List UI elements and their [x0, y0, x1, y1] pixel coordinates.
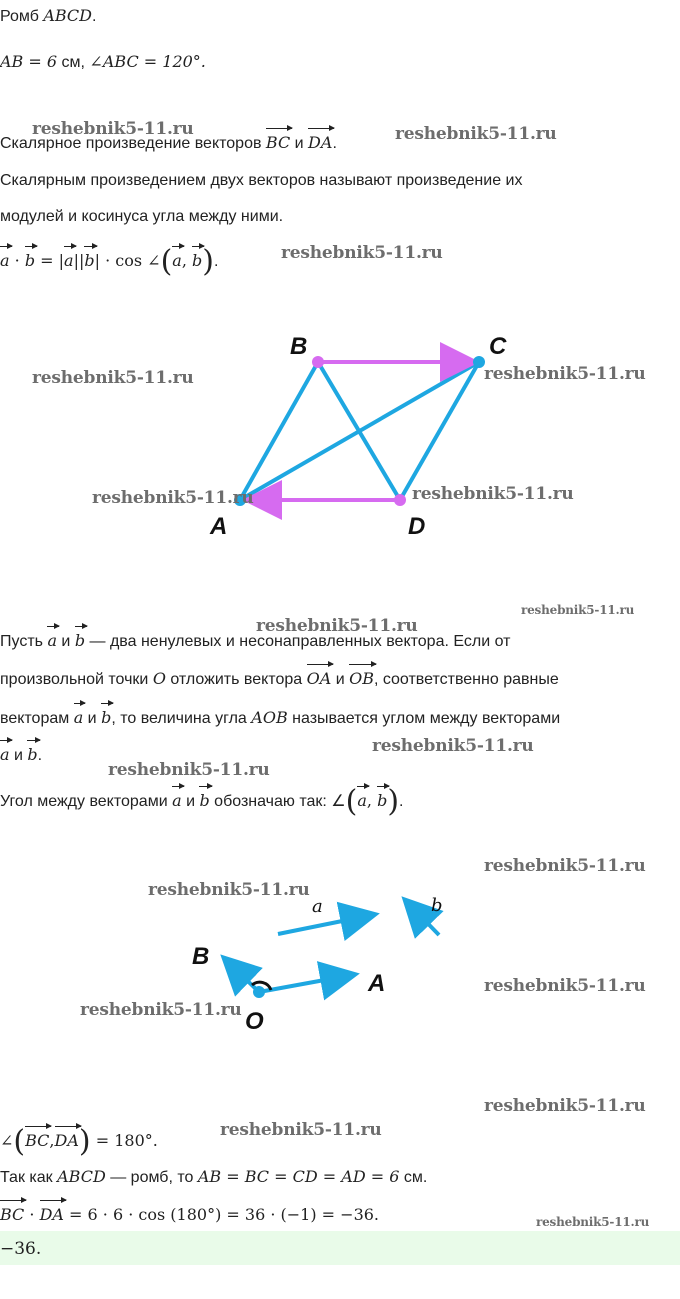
- watermark: reshebnik5-11.ru: [521, 603, 635, 617]
- vector-b-label: b: [199, 791, 210, 810]
- vector-b-label: b: [24, 251, 36, 270]
- watermark: reshebnik5-11.ru: [32, 119, 194, 139]
- vector-b-label: b: [74, 631, 86, 650]
- rhombus-name: ABCD: [57, 1167, 106, 1186]
- vector-ob-arrow: [226, 960, 259, 992]
- vector-da: [308, 128, 332, 151]
- vector-b-label: b: [377, 791, 388, 810]
- given-title: [0, 6, 96, 27]
- text: , соответственно равные: [373, 671, 559, 688]
- rhombus-name: ABCD: [43, 6, 92, 25]
- vector-b: [75, 626, 85, 649]
- watermark: reshebnik5-11.ru: [108, 760, 270, 780]
- vector-b: [84, 246, 94, 269]
- vector-b: [192, 246, 202, 269]
- period: .: [92, 8, 97, 25]
- vector-ob-label: OB: [349, 669, 374, 688]
- label-d: D: [408, 513, 426, 540]
- comma: ,: [49, 1131, 55, 1150]
- paren-open: (: [345, 784, 358, 819]
- watermark: reshebnik5-11.ru: [412, 484, 574, 504]
- watermark: reshebnik5-11.ru: [92, 488, 254, 508]
- period: .: [332, 135, 337, 152]
- point-b: [312, 356, 324, 368]
- vector-a-label: a: [0, 745, 10, 764]
- vector-b-label: b: [101, 708, 112, 727]
- paren-open: (: [160, 244, 173, 279]
- op-mod: ||: [73, 251, 85, 270]
- vector-da-label: DA: [54, 1131, 79, 1150]
- angle-sign: ∠: [0, 1131, 14, 1150]
- label-b: B: [192, 943, 210, 970]
- watermark: reshebnik5-11.ru: [484, 856, 646, 876]
- conj: и: [83, 710, 102, 727]
- vector-b: [25, 246, 35, 269]
- vector-a: [172, 786, 182, 809]
- point-d: [394, 494, 406, 506]
- side-unit: см,: [57, 54, 90, 71]
- unit: см.: [399, 1169, 428, 1186]
- solution-calc-line: [0, 1200, 379, 1226]
- vector-a: [47, 626, 57, 649]
- op-cos: | · cos ∠: [94, 251, 161, 270]
- vector-a-label: a: [357, 791, 367, 810]
- vector-b-label: b: [27, 745, 38, 764]
- text: Угол между векторами: [0, 793, 173, 810]
- label-a: A: [368, 970, 386, 997]
- text: отложить вектора: [165, 671, 307, 688]
- watermark: reshebnik5-11.ru: [148, 880, 310, 900]
- solution-rhombus-line: [0, 1167, 427, 1188]
- rhombus-figure: [0, 320, 680, 550]
- conj: и: [56, 633, 75, 650]
- angle-def-line-2: [0, 664, 559, 690]
- vector-a-label: a: [47, 631, 57, 650]
- op-dot: ·: [9, 251, 25, 270]
- vector-b: [377, 786, 387, 809]
- vector-bc-label: BC: [0, 1205, 25, 1224]
- op-dot: ·: [24, 1205, 40, 1224]
- vector-oa: [307, 664, 332, 687]
- vector-ob: [349, 664, 374, 687]
- angle-value: ∠ABC = 120°.: [89, 52, 206, 71]
- find-prefix: Скалярное произведение векторов: [0, 135, 266, 152]
- vector-b-label: b: [192, 251, 203, 270]
- paren-close: ): [387, 784, 400, 819]
- watermark: reshebnik5-11.ru: [536, 1215, 650, 1229]
- period: .: [37, 747, 43, 764]
- vector-oa-label: OA: [306, 669, 332, 688]
- vector-b: [27, 740, 37, 763]
- watermark: reshebnik5-11.ru: [484, 364, 646, 384]
- watermark: reshebnik5-11.ru: [281, 243, 443, 263]
- vector-a: [357, 786, 367, 809]
- angle-def-line-4: [0, 740, 42, 766]
- answer-value: −36.: [0, 1239, 42, 1259]
- vector-b: [199, 786, 209, 809]
- paren-close: ): [78, 1124, 91, 1159]
- dot-product-formula: [0, 244, 219, 279]
- text: — два ненулевых и несонаправленных вектора. Если от: [85, 633, 511, 650]
- vector-da: [55, 1126, 79, 1149]
- angle-value: = 180°.: [90, 1131, 158, 1150]
- definition-line-2: модулей и косинуса угла между ними.: [0, 208, 284, 225]
- vector-a-label: a: [172, 791, 182, 810]
- side-length: AB = 6: [0, 52, 58, 71]
- vector-bc: [25, 1126, 49, 1149]
- watermark: reshebnik5-11.ru: [484, 976, 646, 996]
- vector-da-label: DA: [39, 1205, 64, 1224]
- watermark: reshebnik5-11.ru: [80, 1000, 242, 1020]
- label-b: B: [290, 333, 308, 360]
- vector-a: [0, 246, 10, 269]
- conj: и: [331, 671, 350, 688]
- op-eq: = |: [35, 251, 65, 270]
- vector-a: [64, 246, 74, 269]
- vector-bc: [0, 1200, 24, 1223]
- paren-open: (: [13, 1124, 26, 1159]
- vector-bc: [266, 128, 290, 151]
- vector-a-label: a: [0, 251, 10, 270]
- angle-def-line-3: [0, 703, 560, 729]
- text: векторам: [0, 710, 74, 727]
- label-o: O: [245, 1008, 264, 1035]
- point-o: [253, 986, 265, 998]
- definition-line-1: Скалярным произведением двух векторов называют произведение их: [0, 172, 523, 189]
- label-a: A: [210, 513, 228, 540]
- vector-a: [0, 740, 10, 763]
- watermark: reshebnik5-11.ru: [32, 368, 194, 388]
- text: произвольной точки: [0, 671, 153, 688]
- vector-da-label: DA: [308, 133, 333, 152]
- vector-da: [40, 1200, 64, 1223]
- watermark: reshebnik5-11.ru: [256, 616, 418, 636]
- period: .: [399, 793, 404, 810]
- sides-equal: AB = BC = CD = AD = 6: [197, 1167, 400, 1186]
- conj: и: [290, 135, 309, 152]
- paren-close: ): [202, 244, 214, 279]
- text: Так как: [0, 1169, 58, 1186]
- vector-a-label: a: [172, 251, 182, 270]
- label-vec-a: a: [312, 896, 323, 917]
- vector-a: [74, 703, 84, 726]
- text: — ромб, то: [105, 1169, 198, 1186]
- vector-a: [172, 246, 182, 269]
- angle-notation-line: [0, 784, 404, 819]
- vector-bc-label: BC: [265, 133, 291, 152]
- solution-angle-line: [0, 1124, 158, 1159]
- vector-b: [101, 703, 111, 726]
- text: Пусть: [0, 633, 48, 650]
- angle-aob: AOB: [251, 708, 288, 727]
- diagonal-bd: [318, 362, 400, 500]
- vector-bc-label: BC: [25, 1131, 50, 1150]
- vector-a-arrow: [278, 915, 372, 934]
- label-vec-b: b: [431, 895, 443, 916]
- conj: и: [181, 793, 200, 810]
- comma: ,: [181, 251, 192, 270]
- watermark: reshebnik5-11.ru: [372, 736, 534, 756]
- conj: и: [9, 747, 28, 764]
- answer-box: [0, 1231, 680, 1265]
- vector-a-label: a: [64, 251, 74, 270]
- comma: ,: [366, 791, 378, 810]
- calculation: = 6 · 6 · cos (180°) = 36 · (−1) = −36.: [63, 1205, 380, 1224]
- watermark: reshebnik5-11.ru: [395, 124, 557, 144]
- text: называется углом между векторами: [287, 710, 561, 727]
- text: , то величина угла: [111, 710, 252, 727]
- label-c: C: [489, 333, 507, 360]
- vector-a-label: a: [73, 708, 84, 727]
- vector-oa-arrow: [259, 975, 352, 992]
- given-word: Ромб: [0, 8, 39, 25]
- point-o-label: O: [152, 669, 166, 688]
- watermark: reshebnik5-11.ru: [484, 1096, 646, 1116]
- period: .: [213, 253, 219, 270]
- vector-b-label: b: [84, 251, 95, 270]
- watermark: reshebnik5-11.ru: [220, 1120, 382, 1140]
- given-values: [0, 52, 206, 73]
- text: обозначаю так: ∠: [209, 793, 346, 810]
